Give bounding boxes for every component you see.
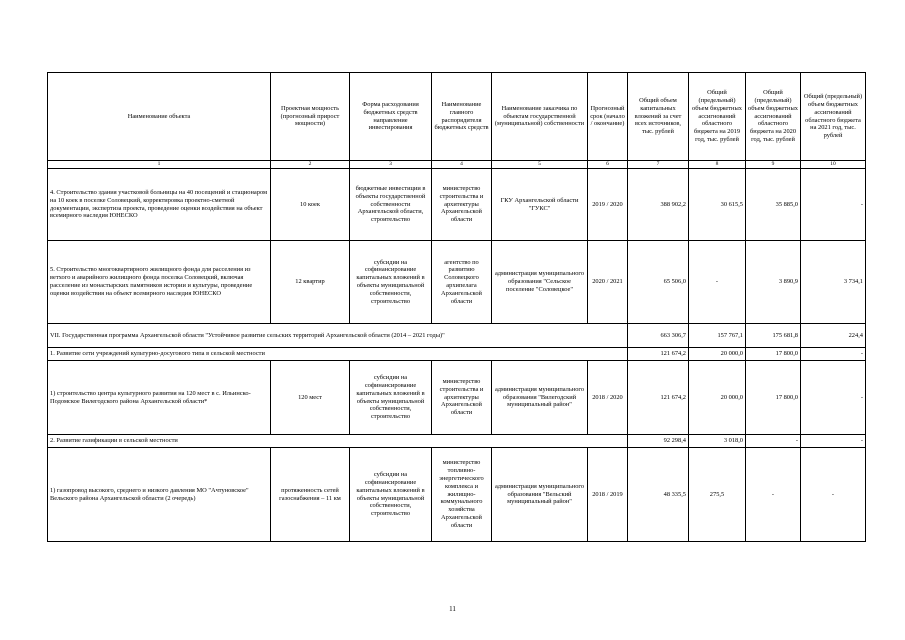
header-manager: Наименование главного распорядителя бюджетных средств: [432, 73, 492, 161]
col-number: 4: [432, 161, 492, 169]
amount-2019: 3 018,0: [689, 435, 746, 448]
amount-2020: 175 681,8: [746, 324, 801, 348]
amount-2021: -: [801, 361, 866, 435]
section-title: VII. Государственная программа Архангельской области "Устойчивое развитие сельских территорий Архангельской области (2014 – 2021 годы)": [48, 324, 628, 348]
amount-2020: -: [746, 448, 801, 542]
amount-2019: 20 000,0: [689, 348, 746, 361]
funding-form: субсидии на софинансирование капитальных вложений в объекты муниципальной собственности, строительство: [350, 448, 432, 542]
total-amount: 92 298,4: [628, 435, 689, 448]
col-number: 5: [492, 161, 588, 169]
col-number: 3: [350, 161, 432, 169]
capacity: 10 коек: [271, 169, 350, 241]
table-row: [48, 241, 866, 324]
amount-2020: 17 800,0: [746, 361, 801, 435]
subsection-row: [48, 348, 866, 361]
header-customer: Наименование заказчика по объектам государственной (муниципальной) собственности: [492, 73, 588, 161]
customer: администрация муниципального образования "Вилегодский муниципальный район": [492, 361, 588, 435]
col-number: 1: [48, 161, 271, 169]
budget-manager: министерство строительства и архитектуры Архангельской области: [432, 361, 492, 435]
col-number: 6: [588, 161, 628, 169]
table-row: [48, 448, 866, 542]
header-2020: Общий (предельный) объем бюджетных ассигнований областного бюджета на 2020 год, тыс. рублей: [746, 73, 801, 161]
header-form: Форма расходования бюджетных средств направление инвестирования: [350, 73, 432, 161]
funding-form: субсидии на софинансирование капитальных вложений в объекты муниципальной собственности, строительство: [350, 241, 432, 324]
amount-2020: 35 885,0: [746, 169, 801, 241]
customer: ГКУ Архангельской области "ГУКС": [492, 169, 588, 241]
amount-2019: 30 615,5: [689, 169, 746, 241]
page-number: 11: [449, 605, 456, 613]
funding-form: бюджетные инвестиции в объекты государственной собственности Архангельской области, строительство: [350, 169, 432, 241]
term: 2019 / 2020: [588, 169, 628, 241]
header-total: Общий объем капитальных вложений за счет всех источников, тыс. рублей: [628, 73, 689, 161]
subsection-title: 1. Развитие сети учреждений культурно-досугового типа в сельской местности: [48, 348, 628, 361]
col-number: 7: [628, 161, 689, 169]
section-row: [48, 324, 866, 348]
col-number: 9: [746, 161, 801, 169]
customer: администрация муниципального образования "Вельский муниципальный район": [492, 448, 588, 542]
amount-2021: 224,4: [801, 324, 866, 348]
object-name: 1) газопровод высокого, среднего и низкого давления МО "Ачтуновское" Вельского района Архангельской области (2 очередь): [48, 448, 271, 542]
object-name: 5. Строительство многоквартирного жилищного фонда для расселения из ветхого и аварийного жилищного фонда поселка Соловецкий, включая расселение из монастырских памятников истории и культуры, проведение оценки воздействия на объект всемирного наследия ЮНЕСКО: [48, 241, 271, 324]
header-2021: Общий (предельный) объем бюджетных ассигнований областного бюджета на 2021 год, тыс. рублей: [801, 73, 866, 161]
budget-manager: агентство по развитию Соловецкого архипелага Архангельской области: [432, 241, 492, 324]
total-amount: 65 506,0: [628, 241, 689, 324]
amount-2019: 275,5: [689, 448, 746, 542]
term: 2018 / 2019: [588, 448, 628, 542]
customer: администрация муниципального образования "Сельское поселение "Соловецкое": [492, 241, 588, 324]
header-capacity: Проектная мощность (прогнозный прирост мощности): [271, 73, 350, 161]
capacity: протяженность сетей газоснабжения – 11 км: [271, 448, 350, 542]
column-number-row: [48, 161, 866, 169]
header-term: Прогнозный срок (начало / окончание): [588, 73, 628, 161]
total-amount: 388 902,2: [628, 169, 689, 241]
capacity: 12 квартир: [271, 241, 350, 324]
budget-manager: министерство строительства и архитектуры Архангельской области: [432, 169, 492, 241]
amount-2019: -: [689, 241, 746, 324]
object-name: 4. Строительство здания участковой больницы на 40 посещений и стационаром на 10 коек в поселке Соловецкий, корректировка проектно-сметной документации, экспертиза проекта, проведение оценки воздействия на объект всемирного наследия ЮНЕСКО: [48, 169, 271, 241]
header-row: [48, 73, 866, 161]
capacity: 120 мест: [271, 361, 350, 435]
amount-2020: 17 800,0: [746, 348, 801, 361]
amount-2019: 157 767,1: [689, 324, 746, 348]
table-row: [48, 169, 866, 241]
amount-2021: -: [801, 348, 866, 361]
header-name: Наименование объекта: [48, 73, 271, 161]
total-amount: 48 335,5: [628, 448, 689, 542]
subsection-title: 2. Развитие газификации в сельской местности: [48, 435, 628, 448]
investment-table: [47, 72, 866, 542]
total-amount: 121 674,2: [628, 348, 689, 361]
table-row: [48, 361, 866, 435]
total-amount: 663 306,7: [628, 324, 689, 348]
amount-2020: -: [746, 435, 801, 448]
funding-form: субсидии на софинансирование капитальных вложений в объекты муниципальной собственности, строительство: [350, 361, 432, 435]
budget-manager: министерство топливно-энергетического комплекса и жилищно-коммунального хозяйства Архангельской области: [432, 448, 492, 542]
term: 2020 / 2021: [588, 241, 628, 324]
amount-2021: -: [801, 435, 866, 448]
amount-2021: -: [801, 169, 866, 241]
total-amount: 121 674,2: [628, 361, 689, 435]
amount-2021: -: [801, 448, 866, 542]
amount-2020: 3 890,9: [746, 241, 801, 324]
header-2019: Общий (предельный) объем бюджетных ассигнований областного бюджета на 2019 год, тыс. рублей: [689, 73, 746, 161]
term: 2018 / 2020: [588, 361, 628, 435]
col-number: 2: [271, 161, 350, 169]
object-name: 1) строительство центра культурного развития на 120 мест в с. Ильинско-Подомское Вилегодского района Архангельской области*: [48, 361, 271, 435]
col-number: 10: [801, 161, 866, 169]
col-number: 8: [689, 161, 746, 169]
subsection-row: [48, 435, 866, 448]
amount-2019: 20 000,0: [689, 361, 746, 435]
amount-2021: 3 734,1: [801, 241, 866, 324]
